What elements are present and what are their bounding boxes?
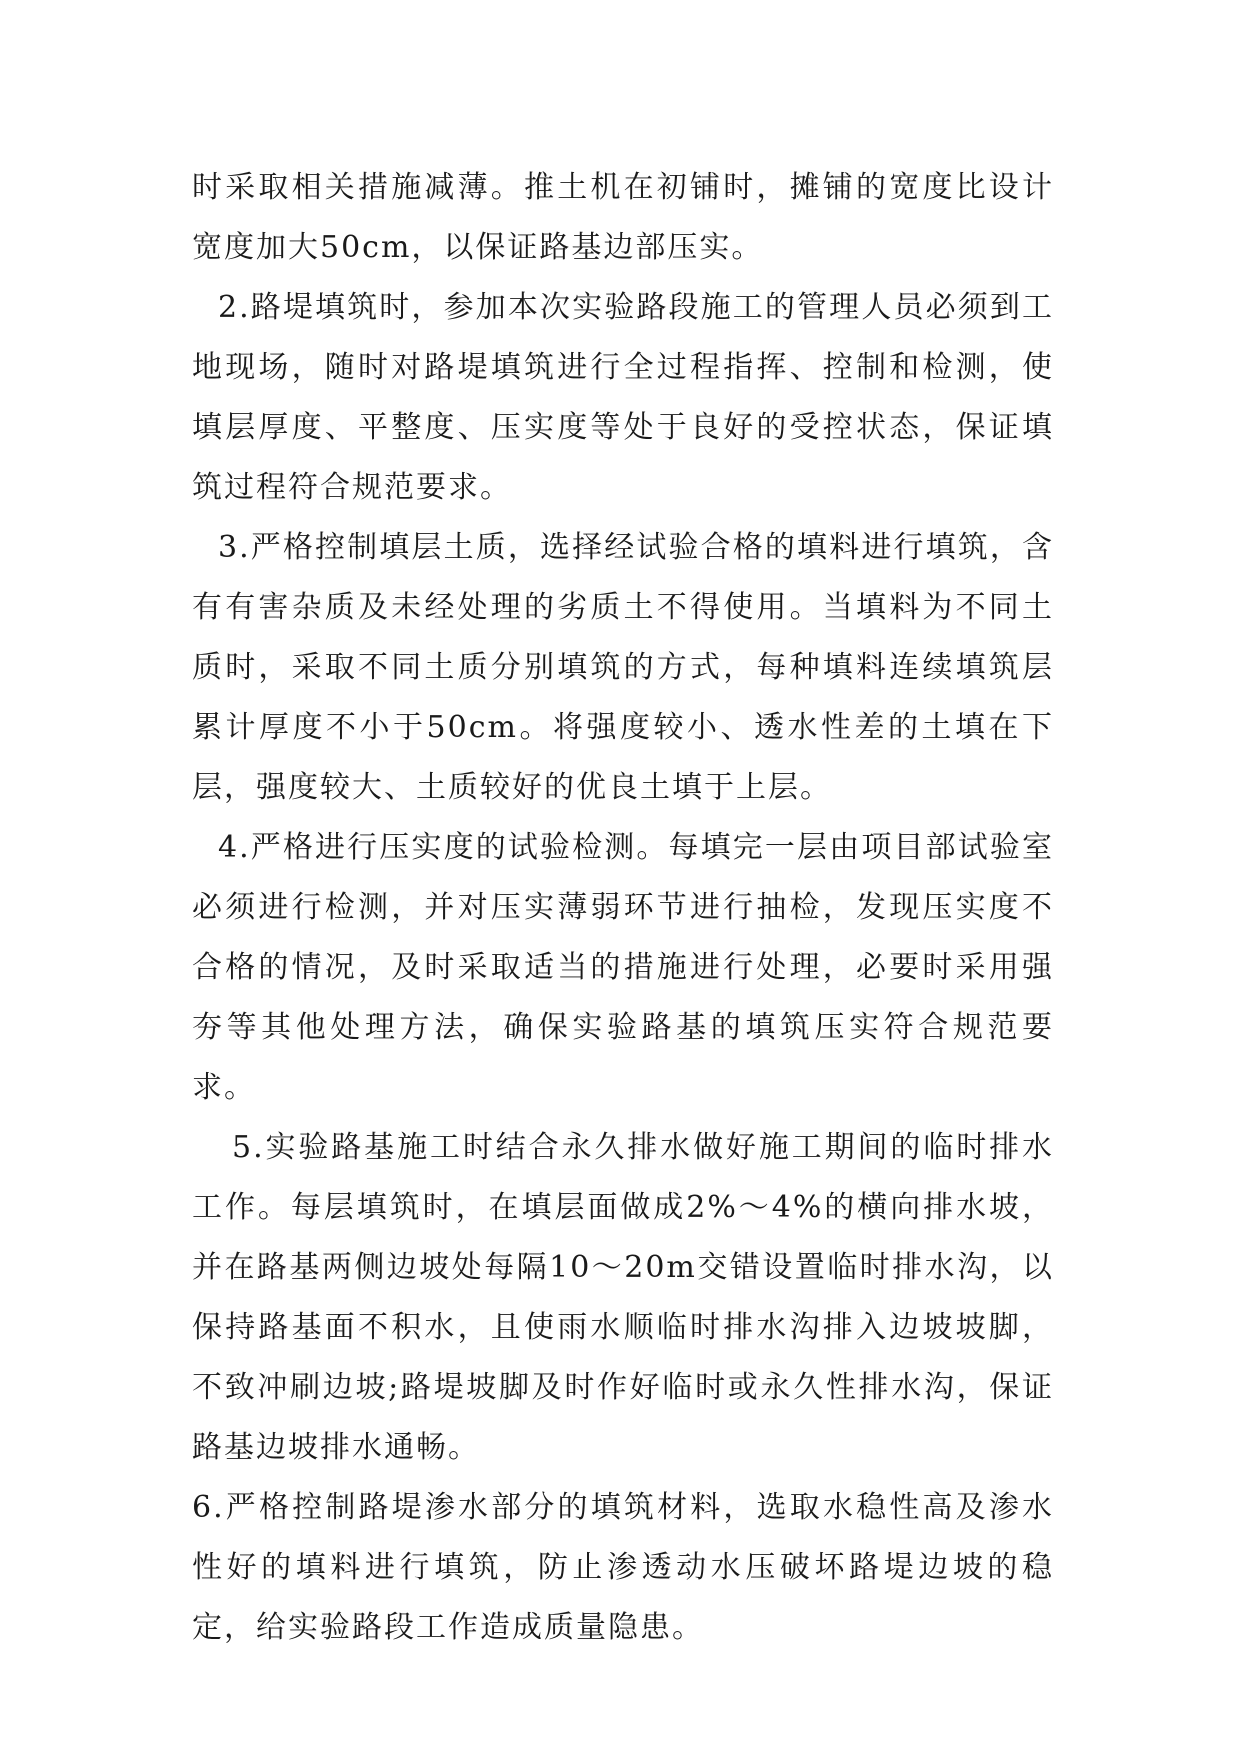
paragraph-item-4: 4.严格进行压实度的试验检测。每填完一层由项目部试验室必须进行检测，并对压实薄弱环节进行抽检，发现压实度不合格的情况，及时采取适当的措施进行处理，必要时采用强夯等其他处理方法，确保实验路基的填筑压实符合规范要求。 <box>192 830 1054 1105</box>
paragraph-item-5: 5.实验路基施工时结合永久排水做好施工期间的临时排水工作。每层填筑时，在填层面做成2%～4%的横向排水坡，并在路基两侧边坡处每隔10～20m交错设置临时排水沟，以保持路基面不积水，且使雨水顺临时排水沟排入边坡坡脚，不致冲刷边坡;路堤坡脚及时作好临时或永久性排水沟，保证路基边坡排水通畅。 <box>192 1130 1054 1465</box>
paragraph-continuation: 时采取相关措施减薄。推土机在初铺时，摊铺的宽度比设计宽度加大50cm，以保证路基边部压实。 <box>192 170 1054 265</box>
document-body <box>192 158 1054 1658</box>
paragraph-item-2: 2.路堤填筑时，参加本次实验路段施工的管理人员必须到工地现场，随时对路堤填筑进行全过程指挥、控制和检测，使填层厚度、平整度、压实度等处于良好的受控状态，保证填筑过程符合规范要求。 <box>192 290 1054 505</box>
paragraph-item-6: 6.严格控制路堤渗水部分的填筑材料，选取水稳性高及渗水性好的填料进行填筑，防止渗透动水压破坏路堤边坡的稳定，给实验路段工作造成质量隐患。 <box>192 1490 1054 1645</box>
paragraph-item-3: 3.严格控制填层土质，选择经试验合格的填料进行填筑，含有有害杂质及未经处理的劣质土不得使用。当填料为不同土质时，采取不同土质分别填筑的方式，每种填料连续填筑层累计厚度不小于50cm。将强度较小、透水性差的土填在下层，强度较大、土质较好的优良土填于上层。 <box>192 530 1054 805</box>
